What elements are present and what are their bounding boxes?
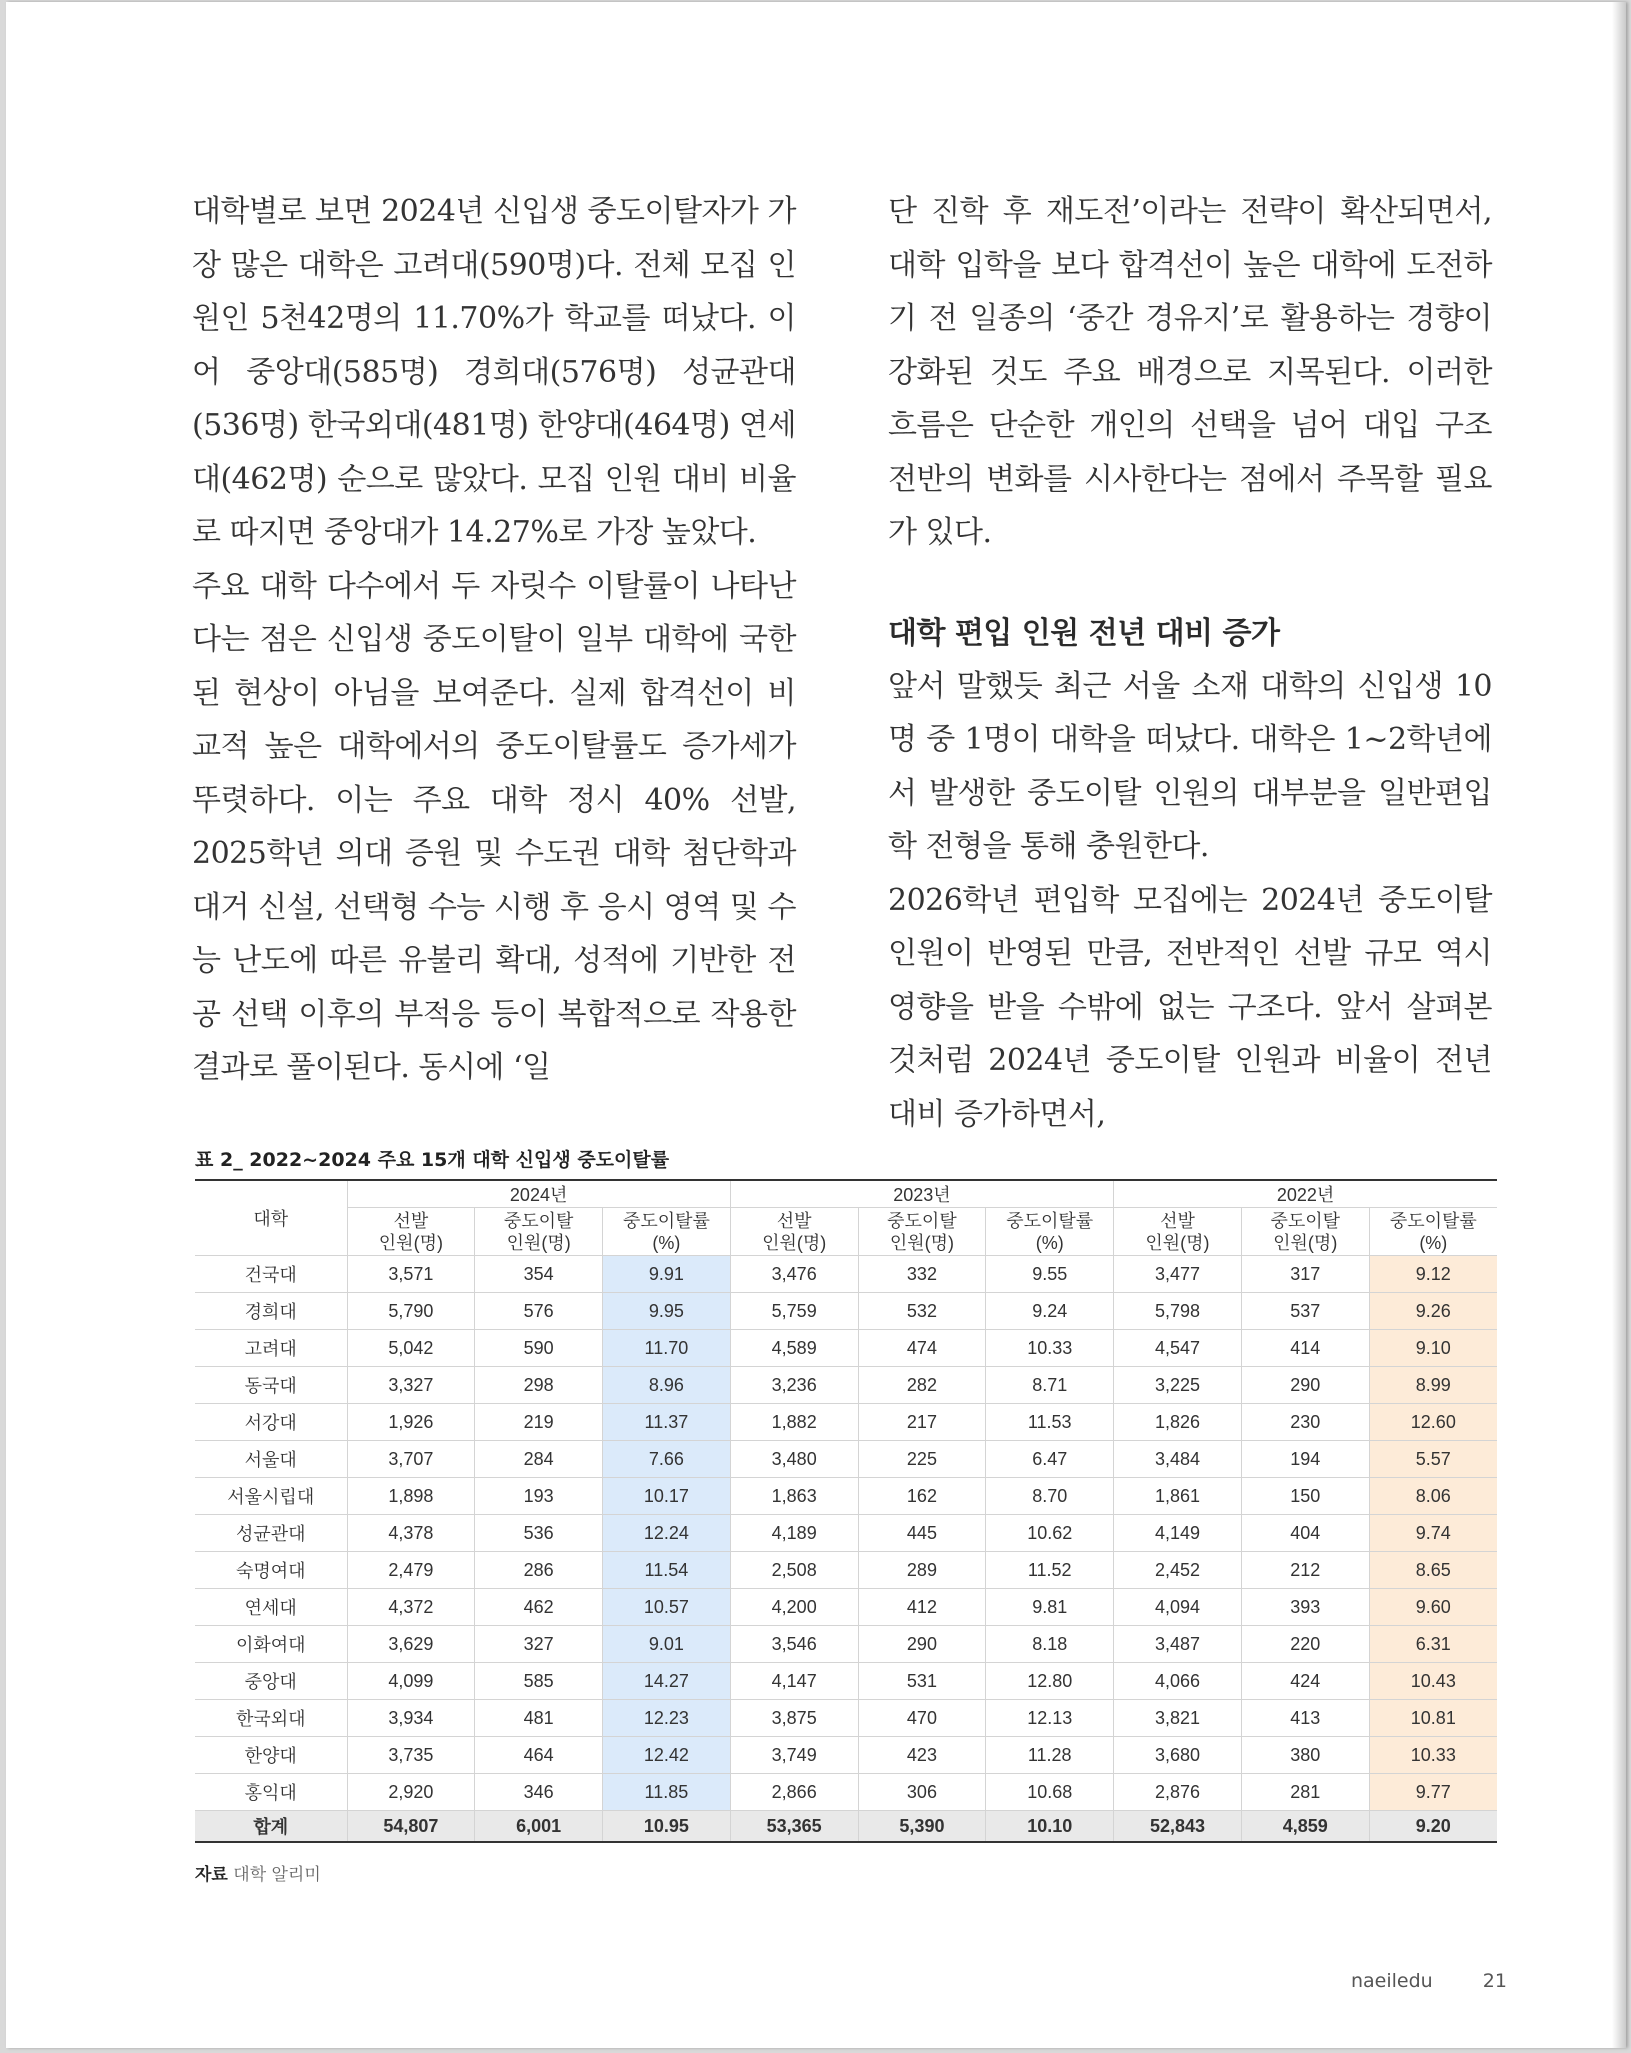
table-cell: 585: [475, 1663, 603, 1700]
table-cell: 424: [1241, 1663, 1369, 1700]
table-cell: 5,759: [730, 1293, 858, 1330]
university-name-cell: 서울대: [195, 1441, 347, 1478]
university-name-cell: 숙명여대: [195, 1552, 347, 1589]
table-cell: 9.24: [986, 1293, 1114, 1330]
table-cell: 14.27: [603, 1663, 731, 1700]
sub-header: [1241, 1208, 1369, 1256]
table-row: [195, 1626, 1497, 1663]
table-cell: 380: [1241, 1737, 1369, 1774]
table-cell: 3,680: [1114, 1737, 1242, 1774]
table-cell: 3,476: [730, 1256, 858, 1293]
table-cell: 9.95: [603, 1293, 731, 1330]
right-column: [888, 185, 1492, 1141]
table-cell: 9.81: [986, 1589, 1114, 1626]
table-cell: 4,147: [730, 1663, 858, 1700]
sub-header-unit: 인원(명): [378, 1232, 443, 1253]
table-cell: 8.06: [1369, 1478, 1497, 1515]
table-cell: 10.95: [603, 1811, 731, 1843]
sub-header: [986, 1208, 1114, 1256]
table-cell: 6.47: [986, 1441, 1114, 1478]
sub-header-unit: 인원(명): [1145, 1232, 1210, 1253]
university-name-cell: 한국외대: [195, 1700, 347, 1737]
dropout-rate-table: [195, 1179, 1497, 1843]
body-paragraph: 단 진학 후 재도전’이라는 전략이 확산되면서, 대학 입학을 보다 합격선이 높은 대학에 도전하기 전 일종의 ‘중간 경유지’로 활용하는 경향이 강화된 것도 주요 배경으로 지목된다. 이러한 흐름은 단순한 개인의 선택을 넘어 대입 구조 전반의 변화를 시사한다는 점에서 주목할 필요가 있다.: [888, 194, 1492, 550]
table-row: [195, 1441, 1497, 1478]
sub-header-line: 중도이탈률: [622, 1210, 710, 1231]
table-cell: 10.62: [986, 1515, 1114, 1552]
source-note: [195, 1860, 321, 1885]
footer-brand: naeiledu: [1351, 1970, 1433, 1992]
magazine-page: [6, 2, 1626, 2048]
table-cell: 9.26: [1369, 1293, 1497, 1330]
table-cell: 11.53: [986, 1404, 1114, 1441]
table-cell: 2,452: [1114, 1552, 1242, 1589]
sub-header-unit: 인원(명): [889, 1232, 955, 1253]
table-cell: 3,327: [347, 1367, 475, 1404]
table-cell: 220: [1241, 1626, 1369, 1663]
sub-header: [603, 1208, 731, 1256]
sub-header: [347, 1208, 475, 1256]
sub-header-line: 선발: [393, 1210, 429, 1231]
table-cell: 7.66: [603, 1441, 731, 1478]
table-cell: 354: [475, 1256, 603, 1293]
table-cell: 3,821: [1114, 1700, 1242, 1737]
university-name-cell: 중앙대: [195, 1663, 347, 1700]
university-name-cell: 합계: [195, 1811, 347, 1843]
table-cell: 306: [858, 1774, 986, 1811]
table-cell: 53,365: [730, 1811, 858, 1843]
table-cell: 3,225: [1114, 1367, 1242, 1404]
table-cell: 12.80: [986, 1663, 1114, 1700]
table-cell: 284: [475, 1441, 603, 1478]
table-cell: 2,508: [730, 1552, 858, 1589]
table-cell: 4,378: [347, 1515, 475, 1552]
table-cell: 481: [475, 1700, 603, 1737]
table-cell: 3,749: [730, 1737, 858, 1774]
body-paragraph: 주요 대학 다수에서 두 자릿수 이탈률이 나타난다는 점은 신입생 중도이탈이 일부 대학에 국한된 현상이 아님을 보여준다. 실제 합격선이 비교적 높은 대학에서의 중도이탈률도 증가세가 뚜렷하다. 이는 주요 대학 정시 40% 선발, 2025학년 의대 증원 및 수도권 대학 첨단학과 대거 신설, 선택형 수능 시행 후 응시 영역 및 수능 난도에 따른 유불리 확대, 성적에 기반한 전공 선택 이후의 부적응 등이 복합적으로 작용한 결과로 풀이된다. 동시에 ‘일: [192, 568, 796, 1085]
table-cell: 289: [858, 1552, 986, 1589]
table-cell: 412: [858, 1589, 986, 1626]
table-cell: 9.74: [1369, 1515, 1497, 1552]
table-cell: 332: [858, 1256, 986, 1293]
table-cell: 317: [1241, 1256, 1369, 1293]
university-name-cell: 홍익대: [195, 1774, 347, 1811]
table-cell: 12.60: [1369, 1404, 1497, 1441]
table-cell: 470: [858, 1700, 986, 1737]
table-cell: 290: [1241, 1367, 1369, 1404]
sub-header: [1369, 1208, 1497, 1256]
source-text: 대학 알리미: [233, 1865, 321, 1885]
table-cell: 8.18: [986, 1626, 1114, 1663]
table-cell: 4,189: [730, 1515, 858, 1552]
table-cell: 290: [858, 1626, 986, 1663]
table-cell: 3,236: [730, 1367, 858, 1404]
table-cell: 12.13: [986, 1700, 1114, 1737]
table-cell: 11.52: [986, 1552, 1114, 1589]
table-cell: 12.42: [603, 1737, 731, 1774]
table-cell: 413: [1241, 1700, 1369, 1737]
university-name-cell: 서강대: [195, 1404, 347, 1441]
table-cell: 11.54: [603, 1552, 731, 1589]
table-cell: 404: [1241, 1515, 1369, 1552]
table-row: [195, 1256, 1497, 1293]
table-row: [195, 1700, 1497, 1737]
table-cell: 532: [858, 1293, 986, 1330]
sub-header: [475, 1208, 603, 1256]
table-cell: 9.12: [1369, 1256, 1497, 1293]
table-cell: 3,484: [1114, 1441, 1242, 1478]
header-university: 대학: [195, 1180, 347, 1256]
table-cell: 4,149: [1114, 1515, 1242, 1552]
table-cell: 52,843: [1114, 1811, 1242, 1843]
table-cell: 462: [475, 1589, 603, 1626]
table-cell: 590: [475, 1330, 603, 1367]
sub-header-line: 중도이탈: [503, 1210, 574, 1231]
header-year-2023: 2023년: [730, 1180, 1113, 1208]
table-cell: 11.70: [603, 1330, 731, 1367]
table-cell: 4,859: [1241, 1811, 1369, 1843]
table-cell: 281: [1241, 1774, 1369, 1811]
table-cell: 4,094: [1114, 1589, 1242, 1626]
body-paragraph: 대학별로 보면 2024년 신입생 중도이탈자가 가장 많은 대학은 고려대(590명)다. 전체 모집 인원인 5천42명의 11.70%가 학교를 떠났다. 이어 중앙대(585명) 경희대(576명) 성균관대(536명) 한국외대(481명) 한양대(464명) 연세대(462명) 순으로 많았다. 모집 인원 대비 비율로 따지면 중앙대가 14.27%로 가장 높았다.: [192, 194, 796, 550]
table-cell: 5,790: [347, 1293, 475, 1330]
university-name-cell: 이화여대: [195, 1626, 347, 1663]
table-cell: 230: [1241, 1404, 1369, 1441]
sub-header-line: 선발: [776, 1210, 812, 1231]
sub-header-line: 중도이탈: [1270, 1210, 1341, 1231]
table-cell: 4,099: [347, 1663, 475, 1700]
table-cell: 414: [1241, 1330, 1369, 1367]
table-cell: 282: [858, 1367, 986, 1404]
table-body: [195, 1256, 1497, 1843]
table-cell: 3,477: [1114, 1256, 1242, 1293]
table-row: [195, 1367, 1497, 1404]
table-cell: 8.99: [1369, 1367, 1497, 1404]
table-cell: 1,898: [347, 1478, 475, 1515]
table-cell: 9.20: [1369, 1811, 1497, 1843]
table-cell: 3,487: [1114, 1626, 1242, 1663]
table-cell: 4,066: [1114, 1663, 1242, 1700]
table-cell: 8.70: [986, 1478, 1114, 1515]
sub-header-unit: (%): [652, 1232, 681, 1253]
table-cell: 9.60: [1369, 1589, 1497, 1626]
table-cell: 3,571: [347, 1256, 475, 1293]
section-heading: 대학 편입 인원 전년 대비 증가: [888, 615, 1280, 651]
page-number: 21: [1482, 1970, 1507, 1992]
university-name-cell: 경희대: [195, 1293, 347, 1330]
university-name-cell: 서울시립대: [195, 1478, 347, 1515]
table-cell: 9.77: [1369, 1774, 1497, 1811]
sub-header-line: 선발: [1160, 1210, 1195, 1231]
table-cell: 11.85: [603, 1774, 731, 1811]
table-cell: 8.71: [986, 1367, 1114, 1404]
table-cell: 2,866: [730, 1774, 858, 1811]
table-cell: 393: [1241, 1589, 1369, 1626]
university-name-cell: 성균관대: [195, 1515, 347, 1552]
table-cell: 9.91: [603, 1256, 731, 1293]
table-cell: 9.55: [986, 1256, 1114, 1293]
table-cell: 537: [1241, 1293, 1369, 1330]
university-name-cell: 한양대: [195, 1737, 347, 1774]
table-cell: 2,876: [1114, 1774, 1242, 1811]
table-row: [195, 1330, 1497, 1367]
table-cell: 4,589: [730, 1330, 858, 1367]
table-row: [195, 1478, 1497, 1515]
table-cell: 8.65: [1369, 1552, 1497, 1589]
sub-header-unit: 인원(명): [1273, 1232, 1338, 1253]
university-name-cell: 건국대: [195, 1256, 347, 1293]
table-cell: 219: [475, 1404, 603, 1441]
table-cell: 5,390: [858, 1811, 986, 1843]
table-cell: 1,926: [347, 1404, 475, 1441]
table-cell: 286: [475, 1552, 603, 1589]
table-cell: 3,735: [347, 1737, 475, 1774]
table-row: [195, 1515, 1497, 1552]
table-row: [195, 1774, 1497, 1811]
table-total-row: [195, 1811, 1497, 1843]
table-row: [195, 1404, 1497, 1441]
header-year-2022: 2022년: [1114, 1180, 1497, 1208]
table-cell: 10.57: [603, 1589, 731, 1626]
table-cell: 4,200: [730, 1589, 858, 1626]
sub-header: [1114, 1208, 1242, 1256]
table-cell: 536: [475, 1515, 603, 1552]
table-cell: 11.37: [603, 1404, 731, 1441]
table-cell: 1,861: [1114, 1478, 1242, 1515]
table-cell: 298: [475, 1367, 603, 1404]
sub-header-line: 중도이탈: [887, 1210, 957, 1231]
table-cell: 2,479: [347, 1552, 475, 1589]
header-year-2024: 2024년: [347, 1180, 730, 1208]
table-cell: 346: [475, 1774, 603, 1811]
table-cell: 3,707: [347, 1441, 475, 1478]
table-cell: 9.10: [1369, 1330, 1497, 1367]
table-cell: 1,863: [730, 1478, 858, 1515]
table-cell: 474: [858, 1330, 986, 1367]
table-cell: 6.31: [1369, 1626, 1497, 1663]
table-cell: 576: [475, 1293, 603, 1330]
table-cell: 9.01: [603, 1626, 731, 1663]
table-cell: 10.81: [1369, 1700, 1497, 1737]
sub-header: [730, 1208, 858, 1256]
table-cell: 10.68: [986, 1774, 1114, 1811]
sub-header-line: 중도이탈률: [1389, 1210, 1477, 1231]
table-cell: 12.23: [603, 1700, 731, 1737]
table-cell: 5.57: [1369, 1441, 1497, 1478]
table-cell: 6,001: [475, 1811, 603, 1843]
table-cell: 10.10: [986, 1811, 1114, 1843]
table-row: [195, 1663, 1497, 1700]
table-cell: 3,480: [730, 1441, 858, 1478]
table-cell: 10.43: [1369, 1663, 1497, 1700]
source-label: 자료: [195, 1865, 228, 1885]
table-cell: 3,546: [730, 1626, 858, 1663]
table-cell: 10.33: [986, 1330, 1114, 1367]
left-column: [192, 185, 796, 1095]
table-cell: 12.24: [603, 1515, 731, 1552]
sub-header-unit: 인원(명): [506, 1232, 571, 1253]
sub-header-unit: 인원(명): [762, 1232, 827, 1253]
sub-header-unit: (%): [1035, 1232, 1064, 1253]
sub-header: [858, 1208, 986, 1256]
table-cell: 162: [858, 1478, 986, 1515]
sub-header-row: [195, 1208, 1497, 1256]
table-cell: 2,920: [347, 1774, 475, 1811]
sub-header-line: 중도이탈률: [1006, 1210, 1094, 1231]
table-cell: 327: [475, 1626, 603, 1663]
table-cell: 217: [858, 1404, 986, 1441]
table-cell: 4,547: [1114, 1330, 1242, 1367]
table-row: [195, 1589, 1497, 1626]
university-name-cell: 고려대: [195, 1330, 347, 1367]
table-cell: 5,042: [347, 1330, 475, 1367]
table-title: 표 2_ 2022~2024 주요 15개 대학 신입생 중도이탈률: [195, 1149, 670, 1171]
table-cell: 10.33: [1369, 1737, 1497, 1774]
sub-header-unit: (%): [1419, 1232, 1448, 1253]
body-paragraph: 2026학년 편입학 모집에는 2024년 중도이탈 인원이 반영된 만큼, 전반적인 선발 규모 역시 영향을 받을 수밖에 없는 구조다. 앞서 살펴본 것처럼 2024년 중도이탈 인원과 비율이 전년 대비 증가하면서,: [888, 882, 1492, 1132]
table-cell: 5,798: [1114, 1293, 1242, 1330]
body-paragraph: 앞서 말했듯 최근 서울 소재 대학의 신입생 10명 중 1명이 대학을 떠났다. 대학은 1~2학년에서 발생한 중도이탈 인원의 대부분을 일반편입학 전형을 통해 충원한다.: [888, 668, 1492, 864]
table-cell: 10.17: [603, 1478, 731, 1515]
table-row: [195, 1552, 1497, 1589]
table-cell: 1,826: [1114, 1404, 1242, 1441]
table-row: [195, 1293, 1497, 1330]
university-name-cell: 연세대: [195, 1589, 347, 1626]
table-cell: 3,875: [730, 1700, 858, 1737]
table-cell: 3,934: [347, 1700, 475, 1737]
table-cell: 150: [1241, 1478, 1369, 1515]
table-cell: 445: [858, 1515, 986, 1552]
table-cell: 212: [1241, 1552, 1369, 1589]
university-name-cell: 동국대: [195, 1367, 347, 1404]
table-cell: 3,629: [347, 1626, 475, 1663]
table-cell: 54,807: [347, 1811, 475, 1843]
table-cell: 531: [858, 1663, 986, 1700]
table-cell: 225: [858, 1441, 986, 1478]
table-cell: 11.28: [986, 1737, 1114, 1774]
table-cell: 464: [475, 1737, 603, 1774]
page-footer: [1351, 1970, 1507, 1992]
table-cell: 193: [475, 1478, 603, 1515]
table-cell: 194: [1241, 1441, 1369, 1478]
table-row: [195, 1737, 1497, 1774]
table-cell: 423: [858, 1737, 986, 1774]
table-cell: 1,882: [730, 1404, 858, 1441]
table-cell: 4,372: [347, 1589, 475, 1626]
table-cell: 8.96: [603, 1367, 731, 1404]
